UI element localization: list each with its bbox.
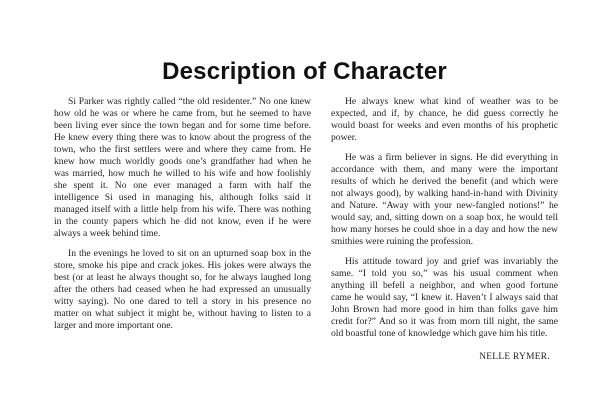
paragraph: He always knew what kind of weather was to be expected, and if, by chance, he did guess correctly he would boast for weeks and even months of his prophetic power.: [331, 96, 558, 143]
paragraph: Si Parker was rightly called “the old residenter.” No one knew how old he was or where he came from, but he seemed to have been living ever since the town began and for some time before. He knew every thing there was to know about the progress of the town, who the first settlers were and where they came from. He knew how much worldly goods one’s grandfather had when he was married, how much he willed to his wife and how foolishly she spent it. No one ever managed a farm with half the intelligence Si used in managing his, although folks said it managed itself with a little help from his wife. There was nothing in the county papers which he did not know, even if he were always a week behind time.: [54, 96, 311, 239]
paragraph: He was a firm believer in signs. He did everything in accordance with them, and many were the important results of which he derived the benefit (and which were not always good), by walking hand-in-hand with Divinity and Nature. “Away with your new-fangled notions!” he would say, and, sitting down on a soap box, he would tell how many horses he could shoe in a day and how the new smithies were ruining the profession.: [331, 152, 558, 247]
right-column: [331, 96, 558, 363]
paragraph: In the evenings he loved to sit on an upturned soap box in the store, smoke his pipe and crack jokes. His jokes were always the best (or at least he always thought so, for he always laughed long after the others had ceased when he had expressed an unusually witty saying). No one dared to tell a story in his presence no matter on what subject it might be, without having to listen to a larger and more important one.: [54, 248, 311, 331]
paragraph: His attitude toward joy and grief was invariably the same. “I told you so,” was his usual comment when anything ill befell a neighbor, and when good fortune came he would say, “I knew it. Haven’t I always said that John Brown had more good in him than folks gave him credit for?” And so it was from morn till night, the same old boastful tone of knowledge which gave him his title.: [331, 256, 558, 339]
author-signature: NELLE RYMER.: [479, 352, 550, 362]
page-title: Description of Character: [162, 58, 447, 85]
left-column: [54, 96, 311, 332]
